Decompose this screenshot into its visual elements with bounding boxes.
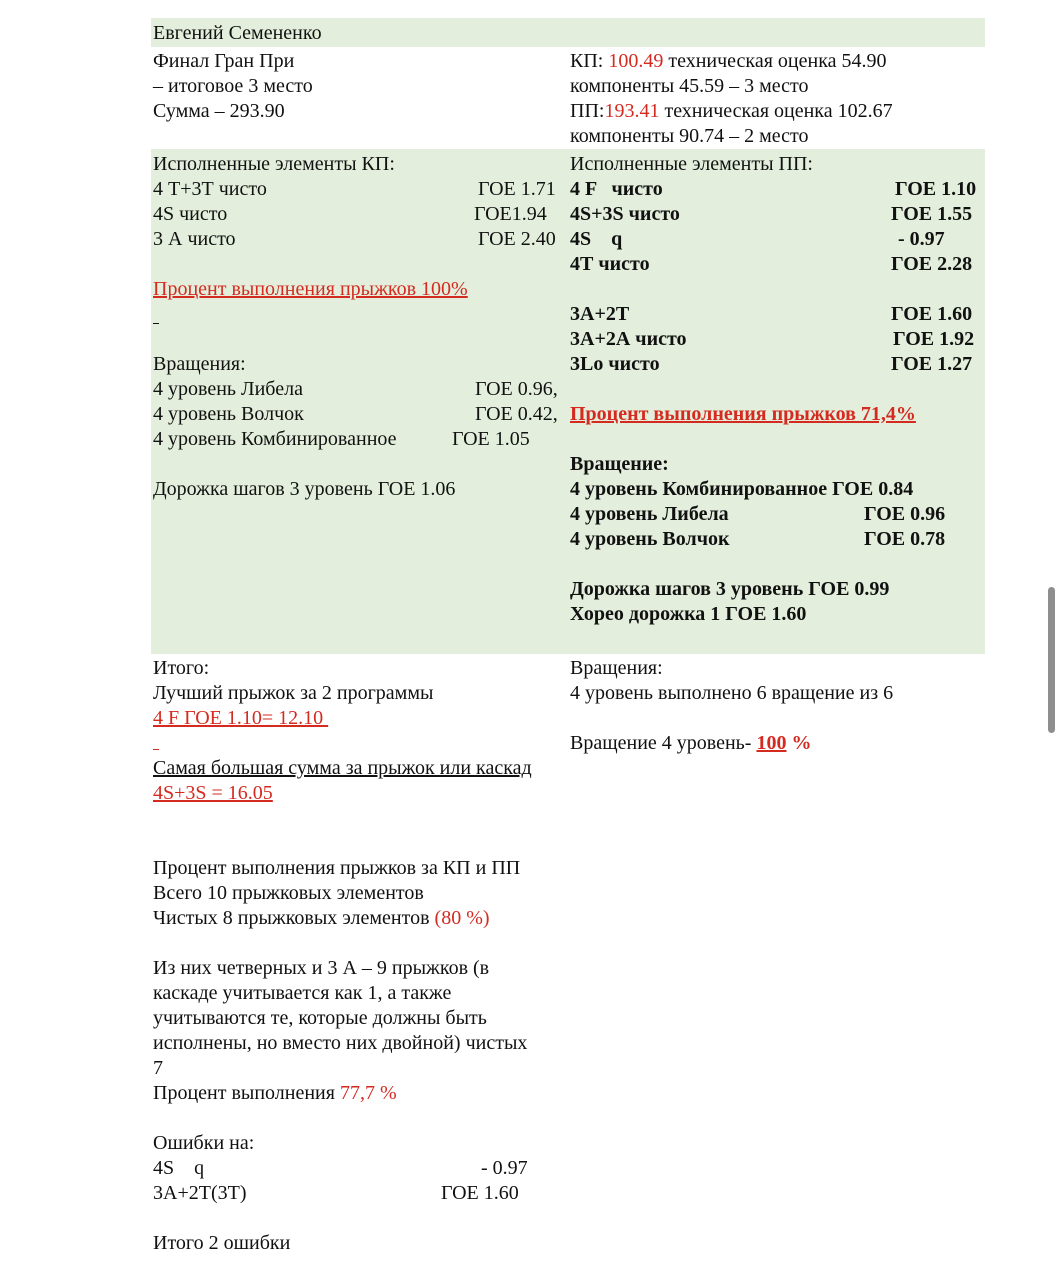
fs-label: ПП: xyxy=(570,100,605,122)
fs-element-name: 4 F чисто xyxy=(570,178,663,200)
fs-element-goe: ГОЕ 1.92 xyxy=(893,328,975,350)
underline-mark xyxy=(153,323,159,324)
error-name: 3А+2Т(3Т) xyxy=(153,1182,247,1204)
sp-spin-name: 4 уровень Комбинированное xyxy=(153,428,397,450)
sp-element-name: 4 Т+3Т чисто xyxy=(153,178,267,200)
sp-spin-goe: ГОЕ 1.05 xyxy=(452,428,530,450)
exec-label: Процент выполнения xyxy=(153,1082,340,1104)
final-place: – итоговое 3 место xyxy=(153,75,313,97)
sp-components: компоненты 45.59 – 3 место xyxy=(570,75,809,97)
fs-element-name: 4S+3S чисто xyxy=(570,203,680,225)
fs-element-name: 3А+2Т xyxy=(570,303,630,325)
fs-step-sequence: Дорожка шагов 3 уровень ГОЕ 0.99 xyxy=(570,578,890,600)
exec-value: 77,7 % xyxy=(339,1082,397,1104)
pct-title: Процент выполнения прыжков за КП и ПП xyxy=(153,857,521,879)
errors-total: Итого 2 ошибки xyxy=(153,1232,291,1254)
clean-jumps-pct: (80 %) xyxy=(434,907,490,929)
error-value: ГОЕ 1.60 xyxy=(441,1182,519,1204)
spins-pct-sign: % xyxy=(786,732,812,754)
sp-score: 100.49 xyxy=(608,50,664,72)
fs-element-name: 4S q xyxy=(570,228,623,250)
error-name: 4S q xyxy=(153,1157,205,1179)
spins-summary-line: 4 уровень выполнено 6 вращение из 6 xyxy=(570,682,894,704)
fs-spin-goe: ГОЕ 0.78 xyxy=(864,528,946,550)
best-combo-value: 4S+3S = 16.05 xyxy=(153,782,273,804)
sp-label: КП: xyxy=(570,50,609,72)
total-jumps: Всего 10 прыжковых элементов xyxy=(153,882,424,904)
sp-score-line xyxy=(570,49,886,74)
best-combo-label: Самая большая сумма за прыжок или каскад xyxy=(153,757,532,779)
underline-mark xyxy=(153,749,159,750)
sp-jump-percent: Процент выполнения прыжков 100% xyxy=(153,278,468,300)
fs-spin-name: 4 уровень Комбинированное ГОЕ 0.84 xyxy=(570,478,914,500)
quad-text-line: 7 xyxy=(153,1057,163,1079)
fs-choreo-sequence: Хорео дорожка 1 ГОЕ 1.60 xyxy=(570,603,807,625)
sp-spin-goe: ГОЕ 0.96, xyxy=(475,378,558,400)
quad-text-line: учитываются те, которые должны быть xyxy=(153,1007,487,1029)
fs-element-name: 4Т чисто xyxy=(570,253,650,275)
fs-element-name: 3А+2А чисто xyxy=(570,328,687,350)
fs-element-goe: ГОЕ 1.27 xyxy=(891,353,973,375)
fs-element-goe: - 0.97 xyxy=(898,228,945,250)
fs-components: компоненты 90.74 – 2 место xyxy=(570,125,809,147)
sp-tech: техническая оценка 54.90 xyxy=(663,50,887,72)
sp-spin-goe: ГОЕ 0.42, xyxy=(475,403,558,425)
best-jump-label: Лучший прыжок за 2 программы xyxy=(153,682,434,704)
quad-text-line: Из них четверных и 3 А – 9 прыжков (в xyxy=(153,957,490,979)
fs-element-goe: ГОЕ 1.10 xyxy=(895,178,977,200)
fs-spins-title: Вращение: xyxy=(570,453,669,475)
skater-name: Евгений Семененко xyxy=(153,22,322,44)
sp-element-name: 4S чисто xyxy=(153,203,228,225)
sp-elements-title: Исполненные элементы КП: xyxy=(153,153,395,175)
clean-jumps: Чистых 8 прыжковых элементов xyxy=(153,907,435,929)
spins-pct-label: Вращение 4 уровень- xyxy=(570,732,757,754)
fs-jump-percent: Процент выполнения прыжков 71,4% xyxy=(570,403,916,425)
sp-step-sequence: Дорожка шагов 3 уровень ГОЕ 1.06 xyxy=(153,478,456,500)
fs-spin-name: 4 уровень Волчок xyxy=(570,528,730,550)
event-title: Финал Гран При xyxy=(153,50,295,72)
totals-title: Итого: xyxy=(153,657,210,679)
sp-spin-name: 4 уровень Волчок xyxy=(153,403,304,425)
spins-summary-title: Вращения: xyxy=(570,657,663,679)
fs-spin-name: 4 уровень Либела xyxy=(570,503,729,525)
fs-element-name: 3Lo чисто xyxy=(570,353,660,375)
sp-spin-name: 4 уровень Либела xyxy=(153,378,303,400)
fs-elements-title: Исполненные элементы ПП: xyxy=(570,153,813,175)
sp-element-name: 3 А чисто xyxy=(153,228,236,250)
errors-title: Ошибки на: xyxy=(153,1132,255,1154)
spins-pct-line xyxy=(570,731,811,756)
error-value: - 0.97 xyxy=(481,1157,528,1179)
quad-text-line: исполнены, но вместо них двойной) чистых xyxy=(153,1032,528,1054)
fs-tech: техническая оценка 102.67 xyxy=(659,100,893,122)
exec-line xyxy=(153,1081,397,1106)
total-score: Сумма – 293.90 xyxy=(153,100,285,122)
fs-score: 193.41 xyxy=(604,100,660,122)
quad-text-line: каскаде учитывается как 1, а также xyxy=(153,982,452,1004)
sp-spins-title: Вращения: xyxy=(153,353,246,375)
sp-element-goe: ГОЕ 1.71 xyxy=(478,178,556,200)
fs-element-goe: ГОЕ 2.28 xyxy=(891,253,973,275)
vertical-scrollbar[interactable] xyxy=(1048,587,1055,733)
fs-score-line xyxy=(570,99,893,124)
best-jump-value: 4 F ГОЕ 1.10= 12.10 xyxy=(153,707,329,729)
fs-element-goe: ГОЕ 1.60 xyxy=(891,303,973,325)
sp-element-goe: ГОЕ1.94 xyxy=(474,203,547,225)
fs-element-goe: ГОЕ 1.55 xyxy=(891,203,973,225)
clean-jumps-line xyxy=(153,906,490,931)
sp-element-goe: ГОЕ 2.40 xyxy=(478,228,556,250)
spins-pct-value: 100 xyxy=(756,732,787,754)
fs-spin-goe: ГОЕ 0.96 xyxy=(864,503,946,525)
